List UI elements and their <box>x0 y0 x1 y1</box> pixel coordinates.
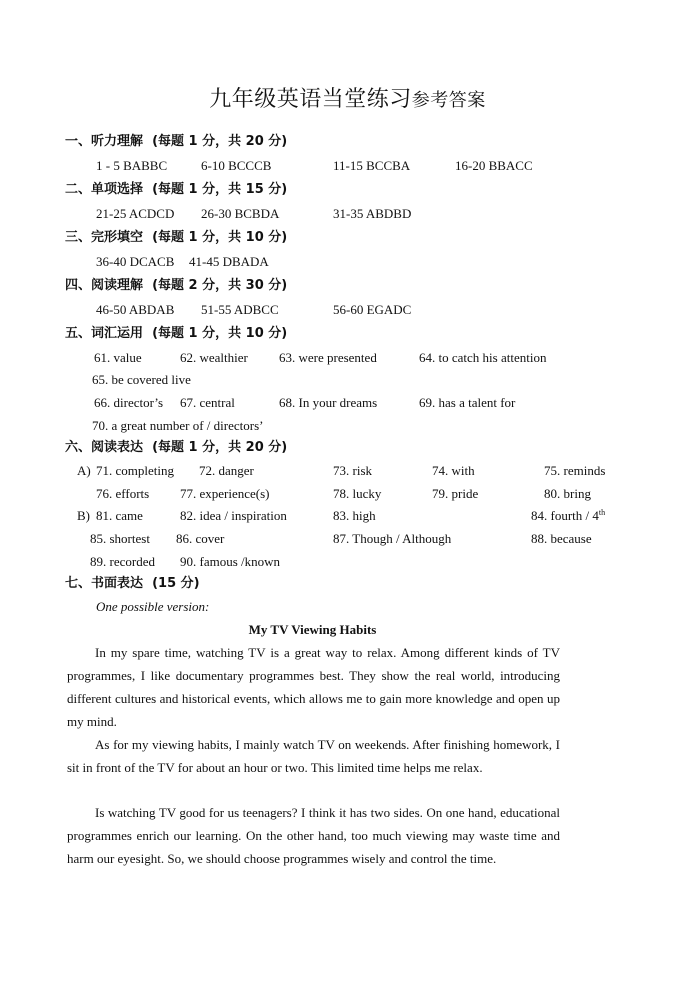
answer-item: 61. value <box>94 350 142 365</box>
answer-item: 87. Though / Although <box>333 531 452 546</box>
answer-group: 1 - 5 BABBC <box>96 158 168 173</box>
answer-item: 64. to catch his attention <box>419 350 547 365</box>
section-heading-writing: 七、书面表达 (15 分) <box>65 576 200 591</box>
answer-group: 21-25 ACDCD <box>96 206 175 221</box>
essay-paragraph: Is watching TV good for us teenagers? I think it has two sides. On one hand, educational programmes enrich our learning. On the other hand, too much viewing may waste time and harm our eyesight. So, we should choose programmes wisely and control the time. <box>67 805 560 866</box>
answer-item: 82. idea / inspiration <box>180 508 287 523</box>
section-heading-listening: 一、听力理解 (每题 1 分，共 20 分) <box>65 134 288 149</box>
part-label-b: B) <box>77 508 90 523</box>
answer-group: 6-10 BCCCB <box>201 158 272 173</box>
answer-group: 11-15 BCCBA <box>333 158 411 173</box>
answer-item: 73. risk <box>333 463 372 478</box>
answer-item: 79. pride <box>432 486 479 501</box>
answer-item: 84. fourth / 4th <box>531 508 606 523</box>
section-heading-reading-expression: 六、阅读表达 (每题 1 分，共 20 分) <box>65 440 288 455</box>
answer-item: 65. be covered live <box>92 372 191 387</box>
answer-item: 66. director’s <box>94 395 164 410</box>
answer-item: 67. central <box>180 395 235 410</box>
answer-group: 26-30 BCBDA <box>201 206 280 221</box>
section-heading-reading: 四、阅读理解 (每题 2 分，共 30 分) <box>65 278 288 293</box>
answer-item: 68. In your dreams <box>279 395 378 410</box>
answer-item: 90. famous /known <box>180 554 281 569</box>
answer-item: 89. recorded <box>90 554 155 569</box>
answer-group: 51-55 ADBCC <box>201 302 279 317</box>
answer-item: 81. came <box>96 508 143 523</box>
essay-paragraph: As for my viewing habits, I mainly watch TV on weekends. After finishing homework, I sit in front of the TV for about an hour or two. This limited time helps me relax. <box>67 737 560 775</box>
answer-item: 76. efforts <box>96 486 150 501</box>
answer-item: 63. were presented <box>279 350 377 365</box>
answer-item: 70. a great number of / directors’ <box>92 418 264 433</box>
answer-item: 80. bring <box>544 486 591 501</box>
title-main: 九年级英语当堂练习 <box>209 87 412 112</box>
answer-item: 74. with <box>432 463 475 478</box>
answer-item: 72. danger <box>199 463 254 478</box>
answer-item: 69. has a talent for <box>419 395 516 410</box>
answer-item: 88. because <box>531 531 592 546</box>
answer-group: 16-20 BBACC <box>455 158 533 173</box>
answer-item: 77. experience(s) <box>180 486 270 501</box>
answer-group: 56-60 EGADC <box>333 302 412 317</box>
answer-item: 75. reminds <box>544 463 606 478</box>
answer-group: 36-40 DCACB <box>96 254 175 269</box>
answer-item: 62. wealthier <box>180 350 248 365</box>
answer-group: 41-45 DBADA <box>189 254 269 269</box>
section-heading-vocab: 五、词汇运用 (每题 1 分，共 10 分) <box>65 326 288 341</box>
section-heading-cloze: 三、完形填空 (每题 1 分，共 10 分) <box>65 230 288 245</box>
title-suffix: 参考答案 <box>411 90 486 111</box>
page-title <box>0 82 695 113</box>
section-heading-single-choice: 二、单项选择 (每题 1 分，共 15 分) <box>65 182 288 197</box>
answer-group: 46-50 ABDAB <box>96 302 175 317</box>
answer-item: 83. high <box>333 508 376 523</box>
part-label-a: A) <box>77 463 91 478</box>
answer-item: 78. lucky <box>333 486 382 501</box>
answer-item: 85. shortest <box>90 531 150 546</box>
essay-title: My TV Viewing Habits <box>248 622 377 637</box>
answer-item: 71. completing <box>96 463 174 478</box>
answer-group: 31-35 ABDBD <box>333 206 412 221</box>
writing-intro: One possible version: <box>96 599 210 614</box>
answer-item: 86. cover <box>176 531 225 546</box>
essay-paragraph: In my spare time, watching TV is a great way to relax. Among different kinds of TV programmes, I like documentary programmes best. They show the real world, introducing different cultures and historical events, which allows me to gain more knowledge and open up my mind. <box>67 645 560 729</box>
superscript: th <box>598 508 606 517</box>
